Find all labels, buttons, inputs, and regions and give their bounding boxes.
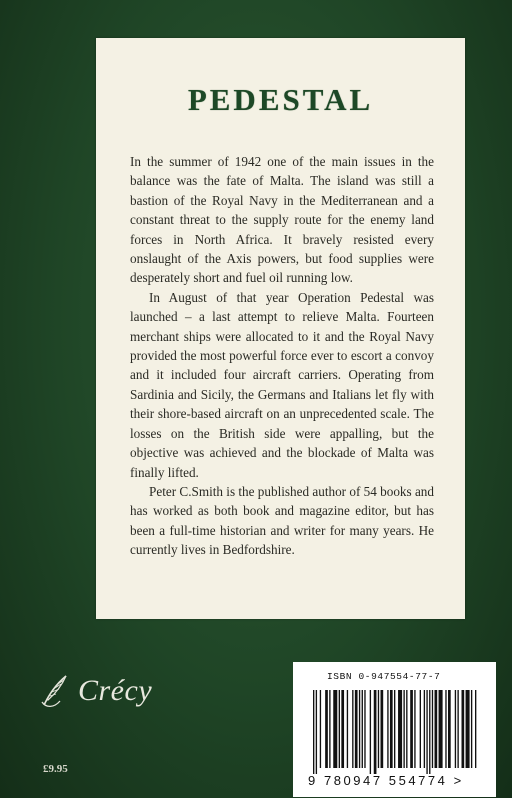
barcode-bar xyxy=(445,690,446,768)
barcode-bar xyxy=(362,690,363,768)
barcode-bar xyxy=(359,690,360,768)
quill-feather-icon xyxy=(40,671,70,711)
barcode-bar xyxy=(420,690,421,768)
isbn-barcode xyxy=(293,662,496,797)
barcode-bar xyxy=(381,690,384,768)
barcode-bar xyxy=(448,690,451,768)
isbn-number: ISBN 0-947554-77-7 xyxy=(327,671,441,682)
book-title: PEDESTAL xyxy=(187,82,374,117)
blurb-paragraph: In the summer of 1942 one of the main issues in the balance was the fate of Malta. The island was still a bastion of the Royal Navy in the Mediterranean and a constant threat to the supply route for the enemy land forces in North Africa. It bravely resisted every onslaught of the Axis powers, but food supplies were desperately short and fuel oil running low. xyxy=(130,154,434,286)
author-bio-paragraph: Peter C.Smith is the published author of 54 books and has worked as both book and magazine editor, but has been a full-time historian and writer for many years. He currently lives in Bedfordshire. xyxy=(130,483,434,558)
blurb-text xyxy=(130,152,434,560)
blurb-panel xyxy=(96,38,465,619)
barcode-bar xyxy=(435,690,438,768)
barcode-bar xyxy=(333,690,337,768)
barcode-bars xyxy=(313,690,479,774)
barcode-bar xyxy=(341,690,344,768)
barcode-bar xyxy=(325,690,328,768)
ean-digits: 9 780947 554774 > xyxy=(308,773,464,788)
barcode-bar xyxy=(466,690,470,768)
barcode-bar xyxy=(410,690,413,768)
barcode-bar xyxy=(355,690,358,768)
barcode-bar xyxy=(320,690,321,768)
barcode-bar xyxy=(439,690,443,768)
barcode-bar xyxy=(329,690,330,768)
barcode-bar xyxy=(457,690,458,768)
barcode-bar xyxy=(471,690,472,768)
barcode-bar xyxy=(352,690,353,768)
barcode-bar xyxy=(406,690,407,768)
barcode-bar xyxy=(394,690,395,768)
barcode-bar xyxy=(403,690,404,768)
barcode-bar xyxy=(378,690,379,768)
barcode-bar xyxy=(390,690,393,768)
publisher-imprint xyxy=(40,668,152,714)
barcode-bar xyxy=(364,690,365,768)
barcode-bar xyxy=(432,690,433,768)
barcode-bar xyxy=(429,690,430,774)
barcode-bar xyxy=(426,690,427,774)
barcode-bar xyxy=(424,690,425,768)
price-label: £9.95 xyxy=(43,763,68,775)
barcode-bar xyxy=(462,690,465,768)
barcode-bar xyxy=(370,690,371,774)
barcode-bar xyxy=(316,690,317,774)
barcode-bar xyxy=(414,690,415,768)
barcode-bar xyxy=(347,690,348,768)
publisher-name: Crécy xyxy=(78,674,153,707)
barcode-bar xyxy=(475,690,476,768)
barcode-bar xyxy=(313,690,314,774)
barcode-bar xyxy=(374,690,377,774)
blurb-paragraph: In August of that year Operation Pedestal was launched – a last attempt to relieve Malta. Fourteen merchant ships were allocated to it and the Royal Navy provided the most powerful force ever to escort a convoy and it included four aircraft carriers. Operating from Sardinia and Sicily, the Germans and Italians let fly with their shore-based aircraft on an unprecedented scale. The losses on the British side were appalling, but the objective was achieved and the blockade of Malta was finally lifted. xyxy=(130,289,434,480)
barcode-bar xyxy=(339,690,340,768)
barcode-bar xyxy=(387,690,388,768)
barcode-bar xyxy=(398,690,402,768)
barcode-bar xyxy=(455,690,456,768)
